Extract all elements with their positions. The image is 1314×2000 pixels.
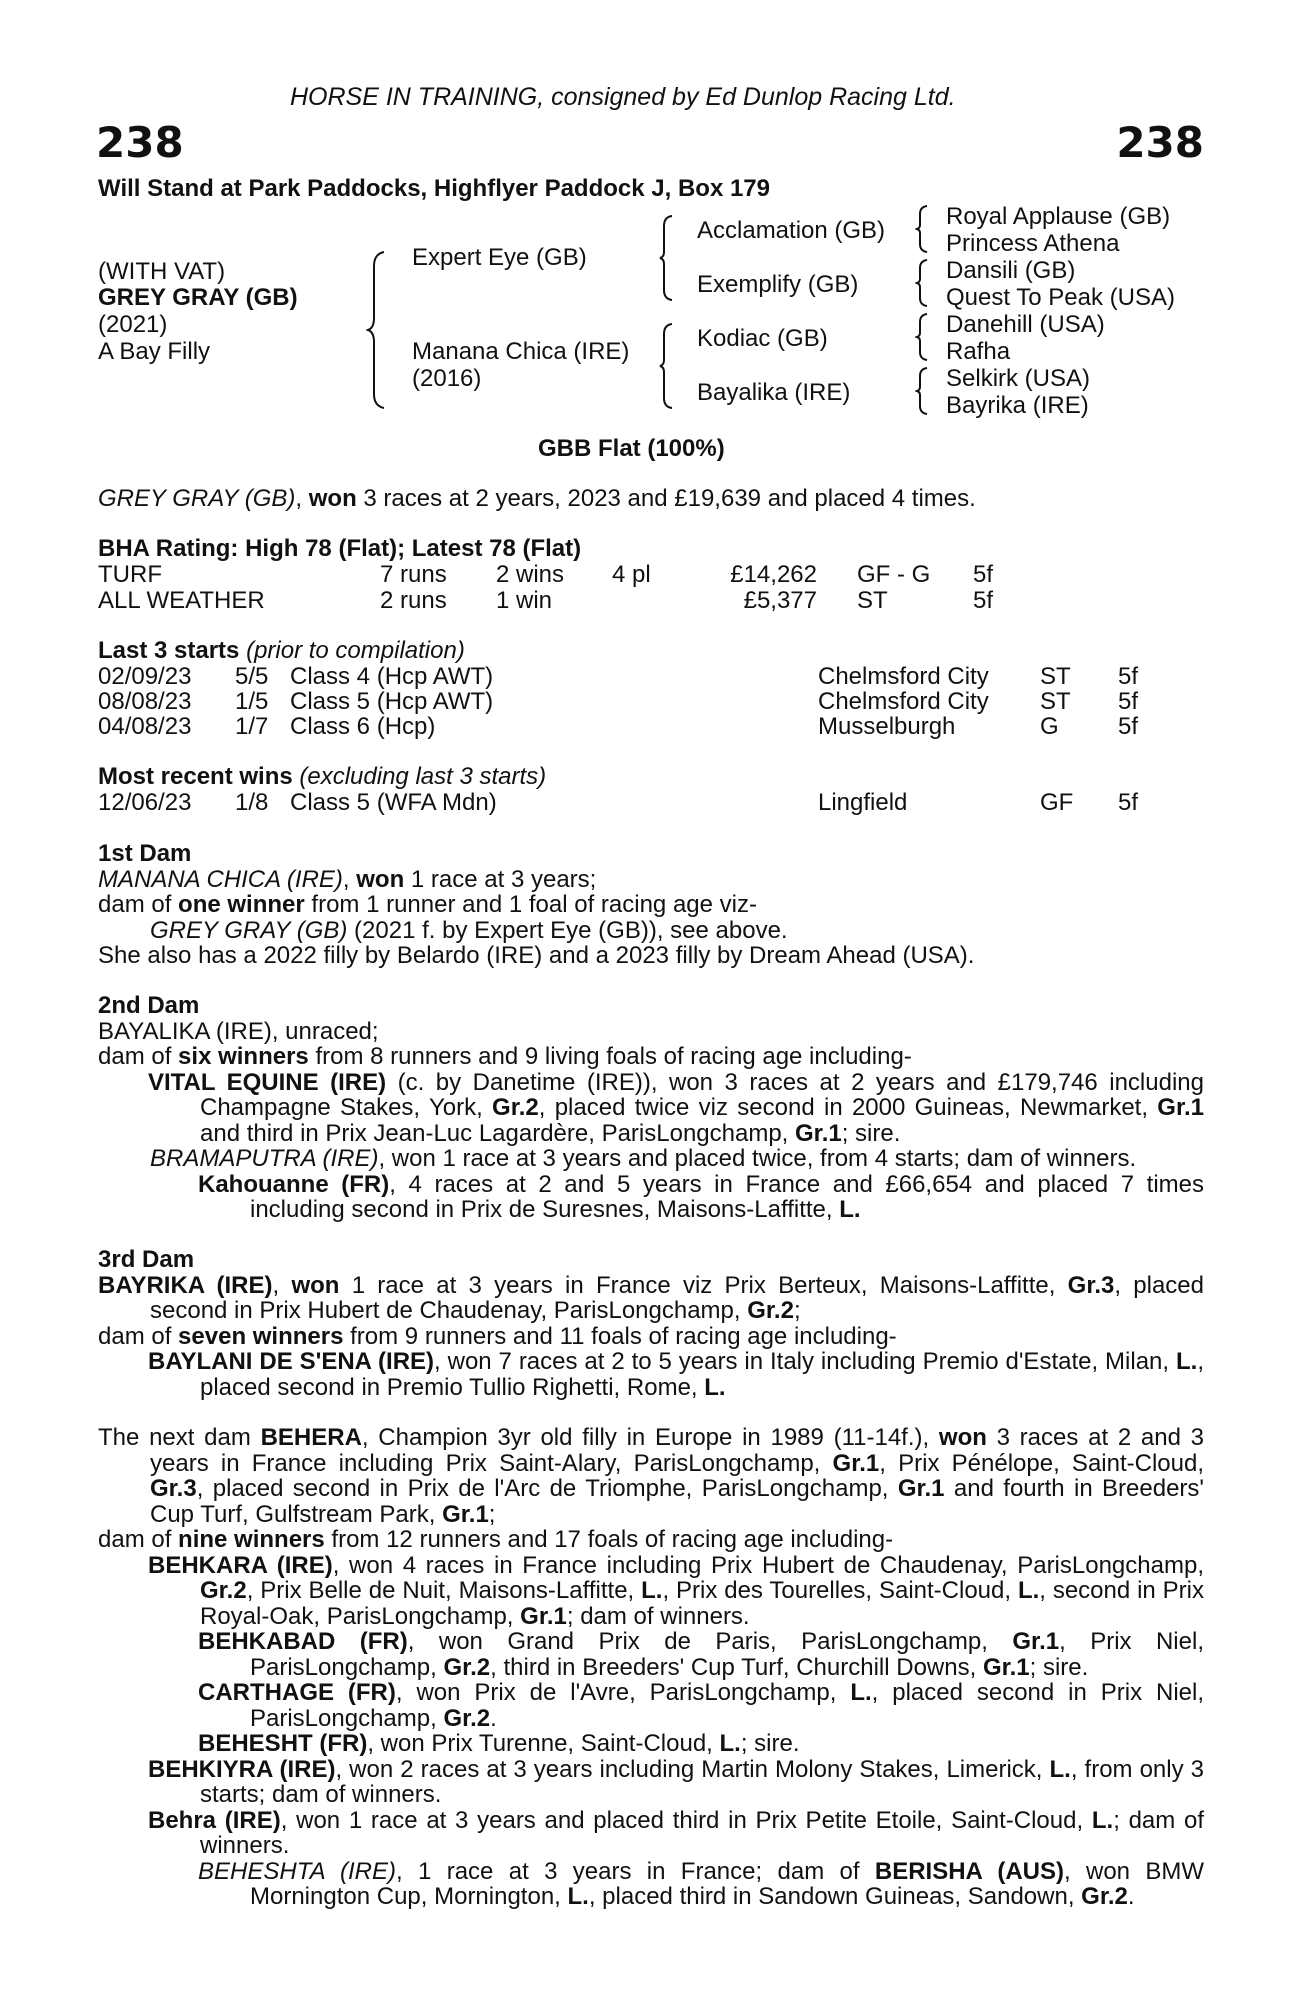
start-race: Class 5 (Hcp AWT) (290, 688, 494, 715)
second-dam-progeny: BRAMAPUTRA (IRE), won 1 race at 3 years and placed twice, from 4 starts; dam of winners. (150, 1145, 1137, 1172)
second-dam-line: BAYALIKA (IRE), unraced; (98, 1017, 379, 1045)
horse-description: A Bay Filly (98, 338, 211, 365)
third-dam-section (98, 1247, 1204, 1400)
start-distance: 5f (1118, 688, 1139, 715)
rating-runs: 7 runs (380, 561, 447, 588)
start-date: 08/08/23 (98, 688, 192, 715)
next-dam-section (98, 1425, 1204, 1910)
pedigree-grandsire-3: Kodiac (GB) (697, 325, 828, 352)
first-dam-section (98, 841, 1204, 969)
pedigree-ggs-6: Rafha (946, 338, 1011, 365)
pedigree-ggs-4: Quest To Peak (USA) (946, 284, 1175, 311)
second-dam-heading: 2nd Dam (98, 992, 200, 1019)
next-dam-grand-progeny: BEHESHT (FR), won Prix Turenne, Saint-Cloud, L.; sire. (198, 1730, 800, 1757)
last3-title: Last 3 starts (98, 637, 240, 664)
pedigree-brace-gs1 (915, 204, 931, 254)
next-dam-progeny: BEHKARA (IRE), won 4 races in France including Prix Hubert de Chaudenay, ParisLongchamp, Gr.2, Prix Belle de Nuit, Maisons-Laffitte, L., Prix des Tourelles, Saint-Cloud, L., second in Prix Royal-Oak, ParisLongchamp, Gr.1; dam of winners. (148, 1551, 1205, 1630)
pedigree-ggs-5: Danehill (USA) (946, 311, 1105, 338)
next-dam-grand-progeny: BEHESHTA (IRE), 1 race at 3 years in France; dam of BERISHA (AUS), won BMW Mornington Cup, Mornington, L., placed third in Sandown Guineas, Sandown, Gr.2. (198, 1857, 1205, 1910)
rating-prize: £5,377 (743, 587, 817, 614)
third-dam-progeny: BAYLANI DE S'ENA (IRE), won 7 races at 2 to 5 years in Italy including Premio d'Estate, Milan, L., placed second in Premio Tullio Righetti, Rome, L. (148, 1348, 1204, 1401)
lot-number-left: 238 (96, 118, 184, 167)
next-dam-grand-progeny: CARTHAGE (FR), won Prix de l'Avre, ParisLongchamp, L., placed second in Prix Niel, ParisLongchamp, Gr.2. (198, 1679, 1204, 1732)
first-dam-progeny: GREY GRAY (GB) (2021 f. by Expert Eye (GB)), see above. (150, 916, 788, 944)
rating-going: ST (857, 587, 888, 614)
first-dam-heading: 1st Dam (98, 840, 192, 867)
pedigree-ggs-7: Selkirk (USA) (946, 365, 1091, 392)
pedigree-sire: Expert Eye (GB) (412, 244, 587, 271)
rating-wins: 1 win (496, 587, 553, 614)
pedigree-ggs-1: Royal Applause (GB) (946, 203, 1171, 230)
second-dam-grand-progeny: Kahouanne (FR), 4 races at 2 and 5 years in France and £66,654 and placed 7 times including second in Prix de Suresnes, Maisons-Laffitte, L. (198, 1170, 1204, 1223)
summary-won: won (308, 485, 357, 512)
win-distance: 5f (1118, 789, 1139, 816)
third-dam-heading: 3rd Dam (98, 1246, 195, 1273)
pedigree-ggs-3: Dansili (GB) (946, 257, 1076, 284)
start-course: Chelmsford City (818, 688, 989, 715)
start-position: 5/5 (235, 663, 269, 690)
pedigree-brace-sire (658, 214, 676, 302)
pedigree-ggs-8: Bayrika (IRE) (946, 392, 1089, 419)
win-going: GF (1040, 789, 1074, 816)
next-dam-produce-line: dam of nine winners from 12 runners and 17 foals of racing age including- (98, 1526, 894, 1553)
start-course: Chelmsford City (818, 663, 989, 690)
last3-note: (prior to compilation) (239, 637, 465, 664)
second-dam-produce-line: dam of six winners from 8 runners and 9 living foals of racing age including- (98, 1043, 912, 1070)
pedigree-ggs-2: Princess Athena (946, 230, 1120, 257)
lot-number-right: 238 (1116, 118, 1204, 167)
horse-year: (2021) (98, 311, 168, 338)
start-going: G (1040, 713, 1059, 740)
start-course: Musselburgh (818, 713, 956, 740)
next-dam-progeny: Behra (IRE), won 1 race at 3 years and placed third in Prix Petite Etoile, Saint-Cloud, L.; dam of winners. (148, 1806, 1204, 1859)
rating-going: GF - G (857, 561, 931, 588)
consignment-line: HORSE IN TRAINING, consigned by Ed Dunlop Racing Ltd. (290, 83, 956, 111)
pedigree-brace-dam (658, 322, 676, 410)
second-dam-section (98, 993, 1204, 1223)
first-dam-foals: She also has a 2022 filly by Belardo (IRE) and a 2023 filly by Dream Ahead (USA). (98, 942, 975, 969)
pedigree-brace-main (366, 250, 388, 410)
summary-horse-name: GREY GRAY (GB) (98, 485, 296, 512)
recent-wins-heading (98, 764, 546, 790)
win-course: Lingfield (818, 789, 908, 816)
win-race: Class 5 (WFA Mdn) (290, 789, 497, 816)
start-distance: 5f (1118, 663, 1139, 690)
pedigree-dam-year: (2016) (412, 365, 482, 392)
start-going: ST (1040, 688, 1071, 715)
rating-distance: 5f (973, 587, 994, 614)
bha-rating-heading: BHA Rating: High 78 (Flat); Latest 78 (Flat) (98, 535, 582, 562)
location-line: Will Stand at Park Paddocks, Highflyer Paddock J, Box 179 (98, 175, 770, 202)
pedigree-dam: Manana Chica (IRE) (412, 338, 630, 365)
recent-wins-note: (excluding last 3 starts) (292, 763, 547, 790)
start-position: 1/5 (235, 688, 269, 715)
next-dam-progeny: BEHKIYRA (IRE), won 2 races at 3 years including Martin Molony Stakes, Limerick, L., from only 3 starts; dam of winners. (148, 1755, 1204, 1808)
rating-runs: 2 runs (380, 587, 447, 614)
pedigree-brace-gs3 (915, 312, 931, 362)
start-position: 1/7 (235, 713, 269, 740)
first-dam-produce-line: dam of one winner from 1 runner and 1 foal of racing age viz- (98, 891, 757, 918)
race-summary: GREY GRAY (GB), won 3 races at 2 years, 2023 and £19,639 and placed 4 times. (98, 485, 976, 512)
pedigree-brace-gs2 (915, 258, 931, 308)
gbb-label: GBB Flat (100%) (538, 435, 725, 462)
third-dam-produce-line: dam of seven winners from 9 runners and 11 foals of racing age including- (98, 1322, 897, 1350)
next-dam-line: The next dam BEHERA, Champion 3yr old filly in Europe in 1989 (11-14f.), won 3 races at 2 and 3 years in France including Prix Saint-Alary, ParisLongchamp, Gr.1, Prix Pénélope, Saint-Cloud, Gr.3, placed second in Prix de l'Arc de Triomphe, ParisLongchamp, Gr.1 and fourth in Breeders' Cup Turf, Gulfstream Park, Gr.1; (98, 1424, 1205, 1528)
horse-name: GREY GRAY (GB) (98, 284, 298, 311)
start-race: Class 4 (Hcp AWT) (290, 663, 494, 690)
summary-text: 3 races at 2 years, 2023 and £19,639 and placed 4 times. (356, 485, 976, 512)
first-dam-line: MANANA CHICA (IRE), won 1 race at 3 years; (98, 865, 597, 893)
recent-wins-title: Most recent wins (98, 763, 293, 790)
rating-surface: TURF (98, 561, 162, 588)
start-date: 02/09/23 (98, 663, 192, 690)
last3-heading (98, 638, 465, 664)
start-date: 04/08/23 (98, 713, 192, 740)
win-date: 12/06/23 (98, 789, 192, 816)
pedigree-grandsire-2: Exemplify (GB) (697, 271, 859, 298)
win-position: 1/8 (235, 789, 269, 816)
second-dam-progeny: VITAL EQUINE (IRE) (c. by Danetime (IRE)), won 3 races at 2 years and £179,746 including Champagne Stakes, York, Gr.2, placed twice viz second in 2000 Guineas, Newmarket, Gr.1 and third in Prix Jean-Luc Lagardère, ParisLongchamp, Gr.1; sire. (148, 1068, 1204, 1147)
start-race: Class 6 (Hcp) (290, 713, 436, 740)
start-going: ST (1040, 663, 1071, 690)
vat-label: (WITH VAT) (98, 258, 226, 285)
pedigree-brace-gs4 (915, 366, 931, 416)
rating-distance: 5f (973, 561, 994, 588)
rating-wins: 2 wins (496, 561, 565, 588)
pedigree-grandsire-4: Bayalika (IRE) (697, 379, 851, 406)
start-distance: 5f (1118, 713, 1139, 740)
rating-placed: 4 pl (612, 561, 651, 588)
pedigree-grandsire-1: Acclamation (GB) (697, 217, 886, 244)
third-dam-line: BAYRIKA (IRE), won 1 race at 3 years in France viz Prix Berteux, Maisons-Laffitte, Gr.3, placed second in Prix Hubert de Chaudenay, ParisLongchamp, Gr.2; (98, 1271, 1205, 1324)
rating-prize: £14,262 (730, 561, 817, 588)
rating-surface: ALL WEATHER (98, 587, 265, 614)
next-dam-grand-progeny: BEHKABAD (FR), won Grand Prix de Paris, ParisLongchamp, Gr.1, Prix Niel, ParisLongchamp, Gr.2, third in Breeders' Cup Turf, Churchill Downs, Gr.1; sire. (198, 1628, 1204, 1681)
